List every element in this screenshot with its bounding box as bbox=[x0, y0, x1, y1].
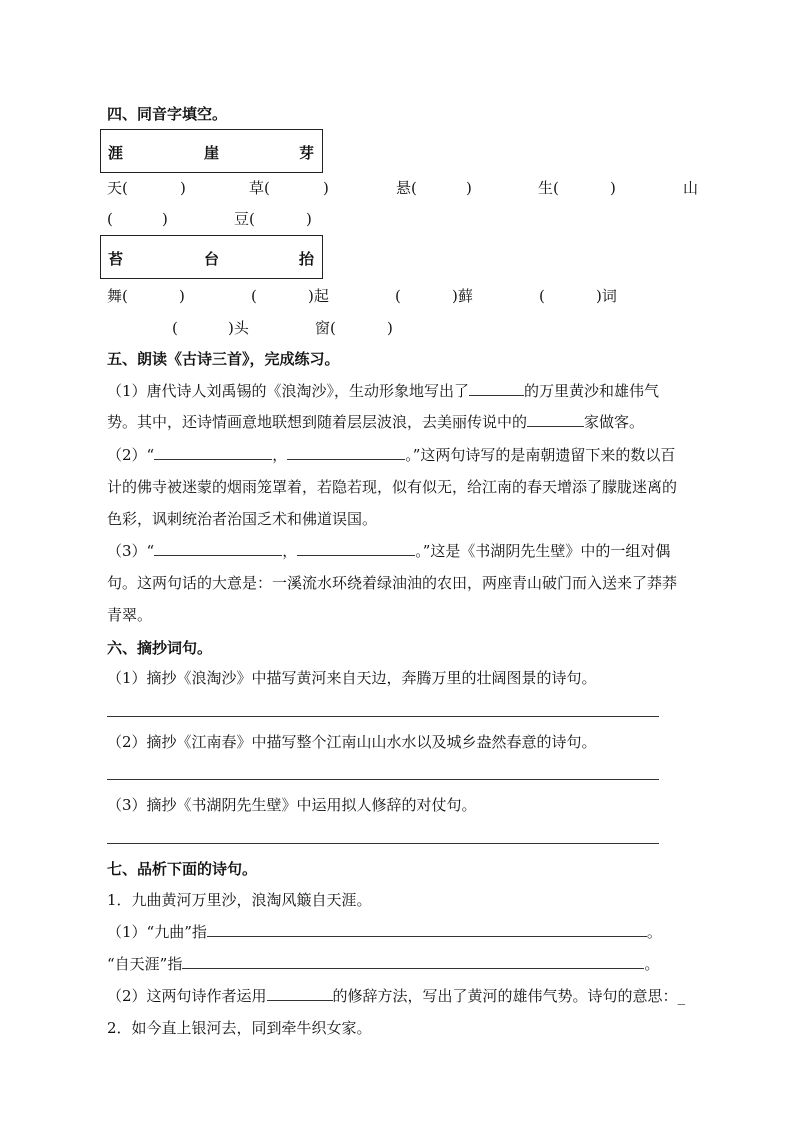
s5-q1-text-c: 势。其中，还诗情画意地联想到随着层层波浪，去美丽传说中的 bbox=[107, 413, 528, 431]
s6-q2: （2）摘抄《江南春》中描写整个江南山山水水以及城乡盎然春意的诗句。 bbox=[107, 733, 597, 751]
blank-dou: 豆( bbox=[234, 210, 255, 228]
s5-q3-line3: 青翠。 bbox=[107, 606, 153, 624]
s5-q2-text-a: （2）“ bbox=[107, 446, 155, 464]
s6-q1: （1）摘抄《浪淘沙》中描写黄河来自天边，奔腾万里的壮阔图景的诗句。 bbox=[107, 669, 597, 687]
s7-p1-q2-line bbox=[107, 986, 685, 1006]
blank-sheng: 生( bbox=[538, 179, 559, 197]
paren-close: ) bbox=[179, 287, 185, 305]
s5-q3-text-c: 。”这是《书湖阴先生壁》中的一组对偶 bbox=[415, 542, 671, 560]
s5-q1-blank-1[interactable] bbox=[469, 381, 524, 396]
blank-shan: 山 bbox=[683, 179, 699, 197]
s5-q3-blank-2[interactable] bbox=[297, 541, 415, 556]
s5-q2-comma: ， bbox=[272, 446, 288, 464]
s5-q2-text-c: 。”这两句诗写的是南朝遗留下来的数以百 bbox=[405, 446, 676, 464]
blank-tou: )头 bbox=[228, 319, 249, 337]
s5-q1-text-a: （1）唐代诗人刘禹锡的《浪淘沙》，生动形象地写出了 bbox=[107, 382, 470, 400]
paren-close: ) bbox=[162, 210, 168, 228]
s7-p1-q1-blank-1[interactable] bbox=[207, 922, 647, 937]
paren-close: ) bbox=[323, 179, 329, 197]
s7-p1-q2-text-a: （2）这两句诗作者运用 bbox=[107, 987, 267, 1005]
box1-char-1: 涯 bbox=[108, 144, 124, 162]
s7-p1-q1-period-1: 。 bbox=[646, 923, 662, 941]
blank-cao: 草( bbox=[249, 179, 270, 197]
blank-xian: )藓 bbox=[452, 287, 473, 305]
s7-p1-q2-blank[interactable] bbox=[267, 986, 333, 1001]
box1-char-3: 芽 bbox=[299, 144, 315, 162]
s5-q1-blank-2[interactable] bbox=[527, 412, 584, 427]
s7-p1-q1-text-c: “自天涯”指 bbox=[107, 955, 183, 973]
s7-p1-q1-text-a: （1）“九曲”指 bbox=[107, 923, 207, 941]
s7-p1-q2-text-b: 的修辞方法，写出了黄河的雄伟气势。诗句的意思： bbox=[332, 987, 678, 1005]
s5-q3-line2: 句。这两句话的大意是：一溪流水环绕着绿油油的农田，两座青山破门而入送来了莽莽 bbox=[107, 574, 678, 592]
s5-q3-text-a: （3）“ bbox=[107, 542, 155, 560]
paren-close: ) bbox=[466, 179, 472, 197]
s6-q3-answer-line[interactable] bbox=[107, 843, 659, 844]
s6-q2-answer-line[interactable] bbox=[107, 779, 659, 780]
paren-close: ) bbox=[180, 179, 186, 197]
s7-poem-1: 1．九曲黄河万里沙，浪淘风簸自天涯。 bbox=[107, 891, 372, 909]
box1-char-2: 崖 bbox=[204, 144, 220, 162]
box2-char-1: 苔 bbox=[108, 250, 124, 268]
section-6-title: 六、摘抄词句。 bbox=[107, 639, 213, 657]
paren-open: ( bbox=[395, 287, 401, 305]
s7-p1-q1-period-2: 。 bbox=[644, 955, 660, 973]
paren-open: ( bbox=[107, 210, 113, 228]
homophone-box-2 bbox=[100, 235, 323, 279]
section-5-title: 五、朗读《古诗三首》，完成练习。 bbox=[107, 350, 340, 368]
paren-open: ( bbox=[251, 287, 257, 305]
homophone-box-1 bbox=[100, 129, 323, 173]
box2-char-2: 台 bbox=[204, 250, 220, 268]
s5-q3-line1 bbox=[107, 541, 670, 561]
section-7-title: 七、品析下面的诗句。 bbox=[107, 860, 258, 878]
s5-q2-line2: 计的佛寺被迷蒙的烟雨笼罩着，若隐若现，似有似无，给江南的春天增添了朦胧迷离的 bbox=[107, 478, 678, 496]
s5-q1-text-d: 家做客。 bbox=[584, 413, 645, 431]
s5-q2-line1 bbox=[107, 445, 675, 465]
paren-close: ) bbox=[387, 319, 393, 337]
paren-close: ) bbox=[306, 210, 312, 228]
s5-q1-text-b: 的万里黄沙和雄伟气 bbox=[524, 382, 660, 400]
s5-q2-blank-2[interactable] bbox=[287, 445, 405, 460]
s5-q2-line3: 色彩，讽刺统治者治国乏术和佛道误国。 bbox=[107, 510, 378, 528]
blank-xuan: 悬( bbox=[396, 179, 417, 197]
paren-open: ( bbox=[172, 319, 178, 337]
blank-ci: )词 bbox=[596, 287, 617, 305]
blank-wu: 舞( bbox=[107, 287, 128, 305]
paren-close: ) bbox=[610, 179, 616, 197]
box2-char-3: 抬 bbox=[299, 250, 315, 268]
s7-p1-q2-underscore: _ bbox=[677, 987, 686, 1005]
s5-q3-blank-1[interactable] bbox=[154, 541, 282, 556]
s6-q3: （3）摘抄《书湖阴先生壁》中运用拟人修辞的对仗句。 bbox=[107, 796, 477, 814]
s7-poem-2: 2．如今直上银河去，同到牵牛织女家。 bbox=[107, 1019, 372, 1037]
s5-q1-line2 bbox=[107, 412, 644, 432]
blank-qi: )起 bbox=[308, 287, 329, 305]
s6-q1-answer-line[interactable] bbox=[107, 716, 659, 717]
blank-chuang: 窗( bbox=[315, 319, 336, 337]
paren-open: ( bbox=[539, 287, 545, 305]
s7-p1-q1-line1 bbox=[107, 922, 662, 942]
blank-tian: 天( bbox=[107, 179, 128, 197]
s5-q1-line1 bbox=[107, 381, 659, 401]
s5-q2-blank-1[interactable] bbox=[154, 445, 272, 460]
s5-q3-comma: ， bbox=[282, 542, 298, 560]
s7-p1-q1-blank-2[interactable] bbox=[182, 954, 644, 969]
s7-p1-q1-line2 bbox=[107, 954, 659, 974]
section-4-title: 四、同音字填空。 bbox=[107, 105, 228, 123]
